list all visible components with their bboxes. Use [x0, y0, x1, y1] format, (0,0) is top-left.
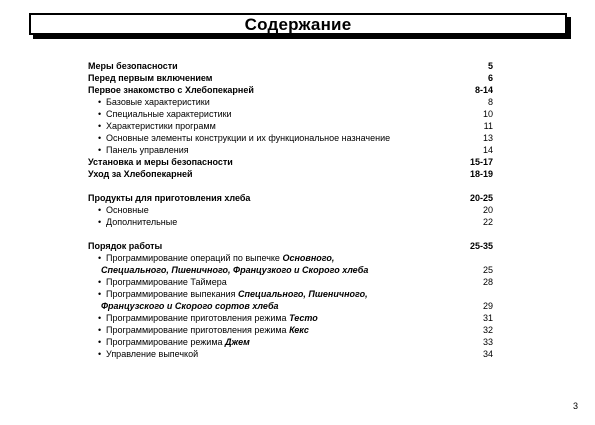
- toc-subentry: [88, 252, 493, 264]
- toc-entry-page: 32: [482, 325, 493, 335]
- toc-subentry: [88, 120, 493, 132]
- toc-entry: [88, 168, 493, 180]
- toc-entry-label: Дополнительные: [106, 217, 178, 227]
- toc-entry-label: Панель управления: [106, 145, 189, 155]
- toc-entry-page: 31: [482, 313, 493, 323]
- toc-entry-label: Уход за Хлебопекарней: [88, 169, 193, 179]
- toc-entry-page: 25-35: [469, 241, 493, 251]
- toc-entry-label: Перед первым включением: [88, 73, 213, 83]
- bullet-icon: •: [98, 205, 102, 215]
- toc-subentry: [88, 144, 493, 156]
- bullet-icon: •: [98, 313, 102, 323]
- bullet-icon: •: [98, 289, 102, 299]
- toc-entry-page: 28: [482, 277, 493, 287]
- bullet-icon: •: [98, 133, 102, 143]
- toc-entry-label: Базовые характеристики: [106, 97, 210, 107]
- toc-entry: [88, 192, 493, 204]
- toc-entry-label: Установка и меры безопасности: [88, 157, 233, 167]
- toc-entry-page: 22: [482, 217, 493, 227]
- toc-entry-page: 8-14: [474, 85, 493, 95]
- toc-entry: [88, 156, 493, 168]
- toc-subentry: [88, 288, 493, 300]
- bullet-icon: •: [98, 253, 102, 263]
- page-number: 3: [572, 401, 578, 411]
- toc-subentry: [88, 336, 493, 348]
- toc-subentry: [88, 108, 493, 120]
- toc-entry-page: 20-25: [469, 193, 493, 203]
- bullet-icon: •: [98, 109, 102, 119]
- toc-entry-page: 13: [482, 133, 493, 143]
- toc-subentry: [88, 132, 493, 144]
- toc-entry-label: Меры безопасности: [88, 61, 178, 71]
- toc-subentry: [88, 324, 493, 336]
- toc-entry-page: 33: [482, 337, 493, 347]
- bullet-icon: •: [98, 349, 102, 359]
- toc-entry-page: 10: [482, 109, 493, 119]
- toc-subentry: [88, 276, 493, 288]
- section-spacer: [88, 228, 493, 240]
- toc-entry-page: 15-17: [469, 157, 493, 167]
- toc-subentry: [88, 96, 493, 108]
- toc-entry-page: 11: [483, 121, 493, 131]
- toc-entry-label: Продукты для приготовления хлеба: [88, 193, 251, 203]
- toc-entry-label: Французского и Скорого сортов хлеба: [101, 301, 279, 311]
- toc-subentry-continuation: [88, 264, 493, 276]
- bullet-icon: •: [98, 337, 102, 347]
- bullet-icon: •: [98, 121, 102, 131]
- toc-entry-label: Программирование выпекания: [106, 289, 239, 299]
- bullet-icon: •: [98, 217, 102, 227]
- section-spacer: [88, 180, 493, 192]
- bullet-icon: •: [98, 277, 102, 287]
- toc-subentry-continuation: [88, 300, 493, 312]
- toc-entry-emphasis: Тесто: [289, 313, 318, 323]
- toc-subentry: [88, 216, 493, 228]
- toc-entry-label: Программирование операций по выпечке: [106, 253, 283, 263]
- toc-entry-page: 8: [487, 97, 493, 107]
- toc-entry-page: 18-19: [469, 169, 493, 179]
- toc-entry-page: 25: [482, 265, 493, 275]
- bullet-icon: •: [98, 97, 102, 107]
- toc-entry-label: Основные: [106, 205, 149, 215]
- toc-entry-label: Специальные характеристики: [106, 109, 232, 119]
- table-of-contents: [88, 60, 493, 360]
- toc-entry-label: Характеристики программ: [106, 121, 216, 131]
- toc-entry-page: 5: [487, 61, 493, 71]
- toc-entry-label: Первое знакомство с Хлебопекарней: [88, 85, 254, 95]
- toc-entry: [88, 60, 493, 72]
- toc-entry-emphasis: Джем: [225, 337, 250, 347]
- toc-entry-page: 20: [482, 205, 493, 215]
- toc-entry-label: Программирование приготовления режима: [106, 313, 290, 323]
- toc-entry-page: 6: [487, 73, 493, 83]
- toc-subentry: [88, 204, 493, 216]
- toc-entry: [88, 72, 493, 84]
- toc-entry: [88, 84, 493, 96]
- toc-entry-page: 14: [482, 145, 493, 155]
- toc-entry-label: Программирование режима: [106, 337, 226, 347]
- toc-entry: [88, 240, 493, 252]
- toc-subentry: [88, 312, 493, 324]
- toc-entry-emphasis: Основного,: [282, 253, 335, 263]
- toc-entry-emphasis: Кекс: [289, 325, 309, 335]
- toc-entry-label: Порядок работы: [88, 241, 163, 251]
- bullet-icon: •: [98, 325, 102, 335]
- toc-entry-label: Программирование Таймера: [106, 277, 227, 287]
- title-box: [29, 13, 567, 35]
- page-title: Содержание: [244, 14, 352, 34]
- toc-entry-label: Программирование приготовления режима: [106, 325, 290, 335]
- toc-entry-label: Основные элементы конструкции и их функциональное назначение: [106, 133, 391, 143]
- toc-entry-label: Специального, Пшеничного, Французкого и Скорого хлеба: [101, 265, 369, 275]
- toc-entry-label: Управление выпечкой: [106, 349, 199, 359]
- toc-entry-page: 34: [482, 349, 493, 359]
- toc-entry-page: 29: [482, 301, 493, 311]
- toc-entry-emphasis: Специального, Пшеничного,: [238, 289, 368, 299]
- bullet-icon: •: [98, 145, 102, 155]
- toc-subentry: [88, 348, 493, 360]
